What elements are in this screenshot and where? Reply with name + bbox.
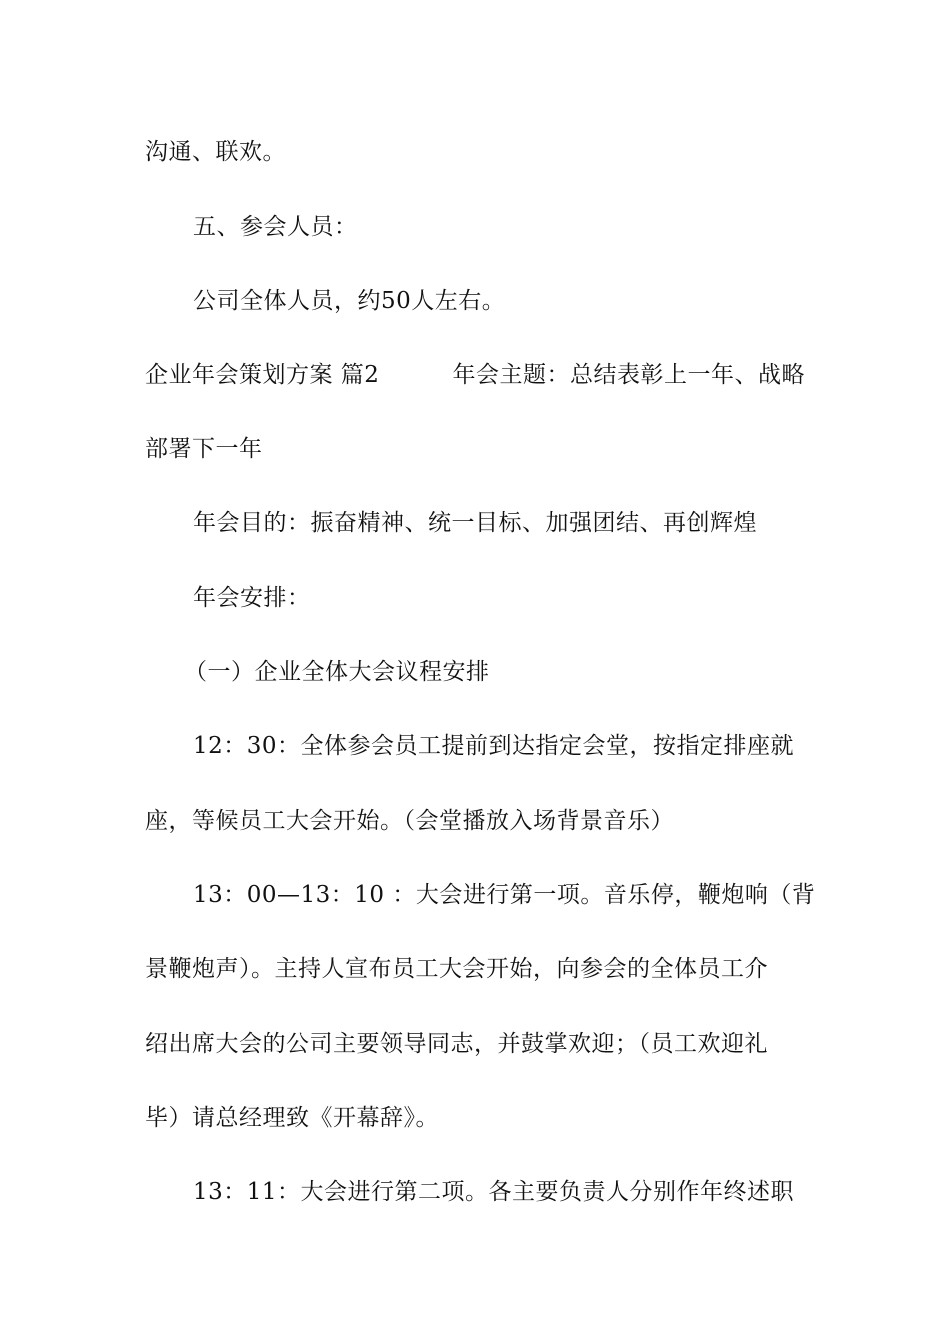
paragraph-line: 13：00—13：10 ：大会进行第一项。音乐停，鞭炮响（背: [193, 882, 816, 908]
paragraph-line: 13：11：大会进行第二项。各主要负责人分别作年终述职: [193, 1179, 795, 1205]
section-heading: [145, 359, 805, 391]
paragraph-line: 部署下一年: [145, 436, 263, 462]
paragraph-line: 12：30：全体参会员工提前到达指定会堂，按指定排座就: [193, 733, 795, 759]
paragraph-line: 公司全体人员，约50人左右。: [193, 288, 506, 314]
section-heading-title: 企业年会策划方案 篇2: [145, 362, 380, 388]
section-heading-theme: 年会主题：总结表彰上一年、战略: [452, 362, 805, 388]
paragraph-line: 毕）请总经理致《开幕辞》。: [145, 1105, 439, 1131]
paragraph-line: 景鞭炮声）。主持人宣布员工大会开始，向参会的全体员工介: [145, 956, 768, 982]
paragraph-line: 绍出席大会的公司主要领导同志，并鼓掌欢迎；（员工欢迎礼: [145, 1031, 768, 1057]
section-label-arrangement: 年会安排：: [193, 585, 311, 611]
paragraph-line: 沟通、联欢。: [145, 139, 286, 165]
paragraph-line: 年会目的：振奋精神、统一目标、加强团结、再创辉煌: [193, 510, 757, 536]
section-label-attendees: 五、参会人员：: [193, 214, 358, 240]
subsection-heading: （一）企业全体大会议程安排: [184, 659, 490, 685]
paragraph-line: 座，等候员工大会开始。（会堂播放入场背景音乐）: [145, 808, 674, 834]
